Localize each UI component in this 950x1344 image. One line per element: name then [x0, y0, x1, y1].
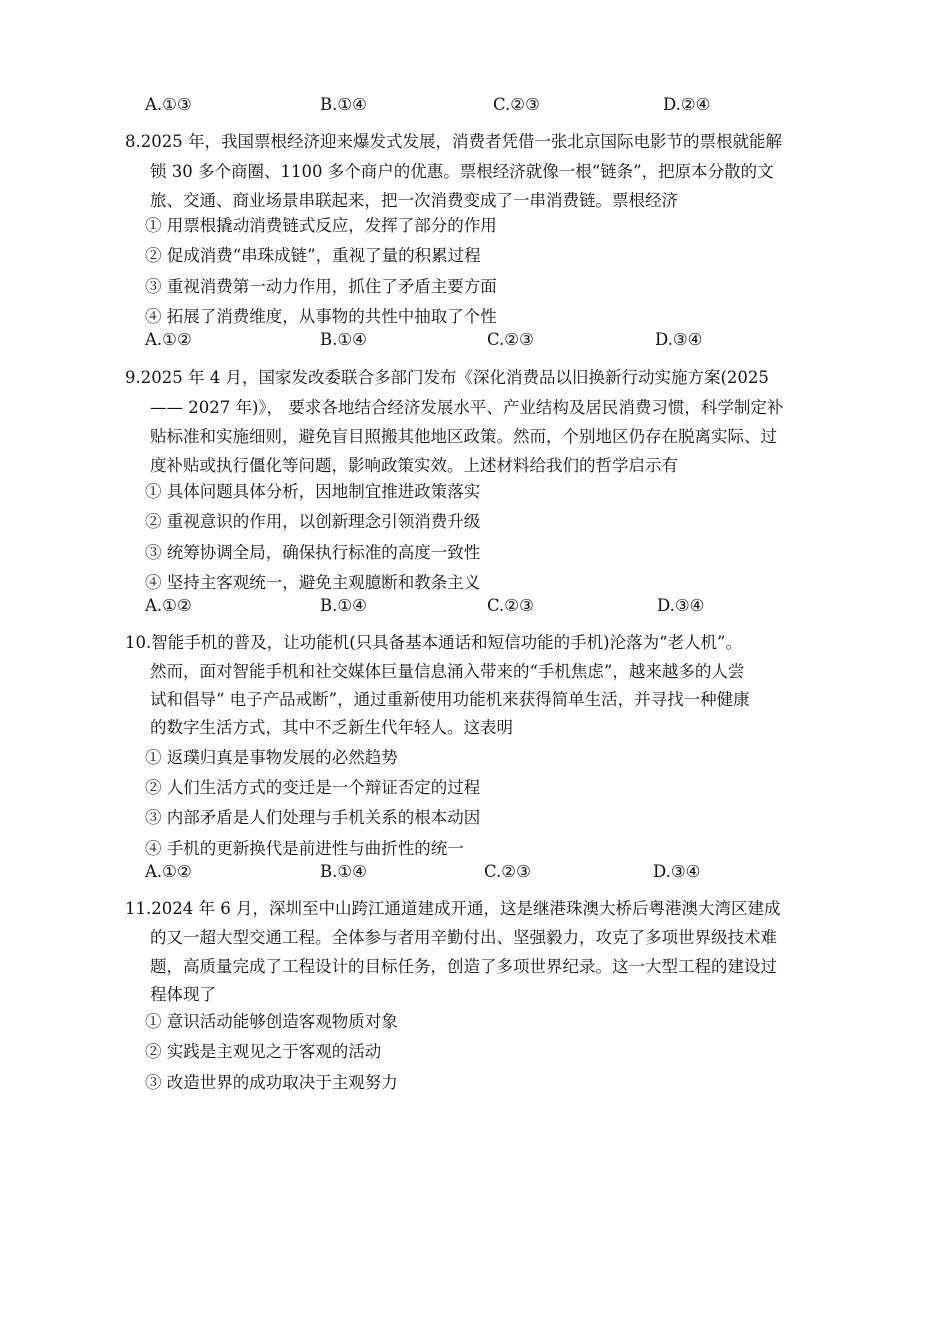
q8-option-d[interactable]: D.③④	[655, 330, 703, 349]
q8-stem-line-2: 锁 30 多个商圈、1100 多个商户的优惠。票根经济就像一根“链条”，把原本分散的文	[150, 162, 774, 181]
q10-stem-line-3: 试和倡导“ 电子产品戒断”，通过重新使用功能机来获得简单生活，并寻找一种健康	[150, 690, 750, 709]
q10-option-a[interactable]: A.①②	[145, 862, 192, 881]
q8-option-b[interactable]: B.①④	[320, 330, 367, 349]
q7-option-c[interactable]: C.②③	[493, 95, 540, 114]
q10-stem-line-1: 10.智能手机的普及，让功能机(只具备基本通话和短信功能的手机)沦落为“老人机”。	[125, 633, 742, 652]
q7-option-d[interactable]: D.②④	[663, 95, 711, 114]
q11-statement-3: ③ 改造世界的成功取决于主观努力	[145, 1073, 398, 1092]
q8-option-c[interactable]: C.②③	[487, 330, 534, 349]
q9-options	[145, 594, 845, 618]
q9-stem-line-4: 度补贴或执行僵化等问题，影响政策实效。上述材料给我们的哲学启示有	[150, 456, 678, 475]
q10-statement-2: ② 人们生活方式的变迁是一个辩证否定的过程	[145, 778, 481, 797]
q9-statement-4: ④ 坚持主客观统一，避免主观臆断和教条主义	[145, 573, 481, 592]
q8-stem-line-1: 8.2025 年，我国票根经济迎来爆发式发展，消费者凭借一张北京国际电影节的票根就能解	[125, 132, 782, 151]
q8-option-a[interactable]: A.①②	[145, 330, 192, 349]
q9-option-a[interactable]: A.①②	[145, 596, 192, 615]
q10-statement-4: ④ 手机的更新换代是前进性与曲折性的统一	[145, 839, 464, 858]
q10-options	[145, 860, 845, 884]
q9-statement-2: ② 重视意识的作用，以创新理念引领消费升级	[145, 512, 481, 531]
q11-statement-2: ② 实践是主观见之于客观的活动	[145, 1042, 382, 1061]
q10-option-c[interactable]: C.②③	[484, 862, 531, 881]
q8-statement-3: ③ 重视消费第一动力作用，抓住了矛盾主要方面	[145, 277, 497, 296]
q9-stem-line-1: 9.2025 年 4 月，国家发改委联合多部门发布《深化消费品以旧换新行动实施方案(2025	[125, 368, 769, 387]
q9-option-c[interactable]: C.②③	[487, 596, 534, 615]
q9-statement-1: ① 具体问题具体分析，因地制宜推进政策落实	[145, 482, 481, 501]
q8-statement-4: ④ 拓展了消费维度，从事物的共性中抽取了个性	[145, 307, 497, 326]
q9-option-b[interactable]: B.①④	[320, 596, 367, 615]
q9-option-d[interactable]: D.③④	[657, 596, 705, 615]
q9-stem-line-3: 贴标准和实施细则，避免盲目照搬其他地区政策。然而，个别地区仍存在脱离实际、过	[150, 427, 777, 446]
q10-statement-3: ③ 内部矛盾是人们处理与手机关系的根本动因	[145, 808, 481, 827]
q7-option-a[interactable]: A.①③	[145, 95, 192, 114]
q8-options	[145, 328, 845, 352]
q11-statement-1: ① 意识活动能够创造客观物质对象	[145, 1012, 398, 1031]
q11-stem-line-3: 题，高质量完成了工程设计的目标任务，创造了多项世界纪录。这一大型工程的建设过	[150, 957, 777, 976]
q8-statement-2: ② 促成消费“串珠成链”，重视了量的积累过程	[145, 246, 481, 265]
q11-stem-line-2: 的又一超大型交通工程。全体参与者用辛勤付出、坚强毅力，攻克了多项世界级技术难	[150, 928, 777, 947]
q7-options	[145, 93, 845, 117]
q11-stem-line-1: 11.2024 年 6 月，深圳至中山跨江通道建成开通，这是继港珠澳大桥后粤港澳大湾区建成	[125, 899, 781, 918]
q10-option-d[interactable]: D.③④	[653, 862, 701, 881]
q10-statement-1: ① 返璞归真是事物发展的必然趋势	[145, 748, 398, 767]
q9-statement-3: ③ 统筹协调全局，确保执行标准的高度一致性	[145, 543, 481, 562]
q10-option-b[interactable]: B.①④	[320, 862, 367, 881]
q8-stem-line-3: 旅、交通、商业场景串联起来，把一次消费变成了一串消费链。票根经济	[150, 191, 678, 210]
q10-stem-line-2: 然而，面对智能手机和社交媒体巨量信息涌入带来的“手机焦虑”，越来越多的人尝	[150, 662, 745, 681]
q8-statement-1: ① 用票根撬动消费链式反应，发挥了部分的作用	[145, 216, 497, 235]
q10-stem-line-4: 的数字生活方式，其中不乏新生代年轻人。这表明	[150, 718, 513, 737]
q9-stem-line-2: —— 2027 年)》， 要求各地结合经济发展水平、产业结构及居民消费习惯，科学制定补	[150, 398, 784, 417]
q11-stem-line-4: 程体现了	[150, 985, 216, 1004]
q7-option-b[interactable]: B.①④	[320, 95, 367, 114]
